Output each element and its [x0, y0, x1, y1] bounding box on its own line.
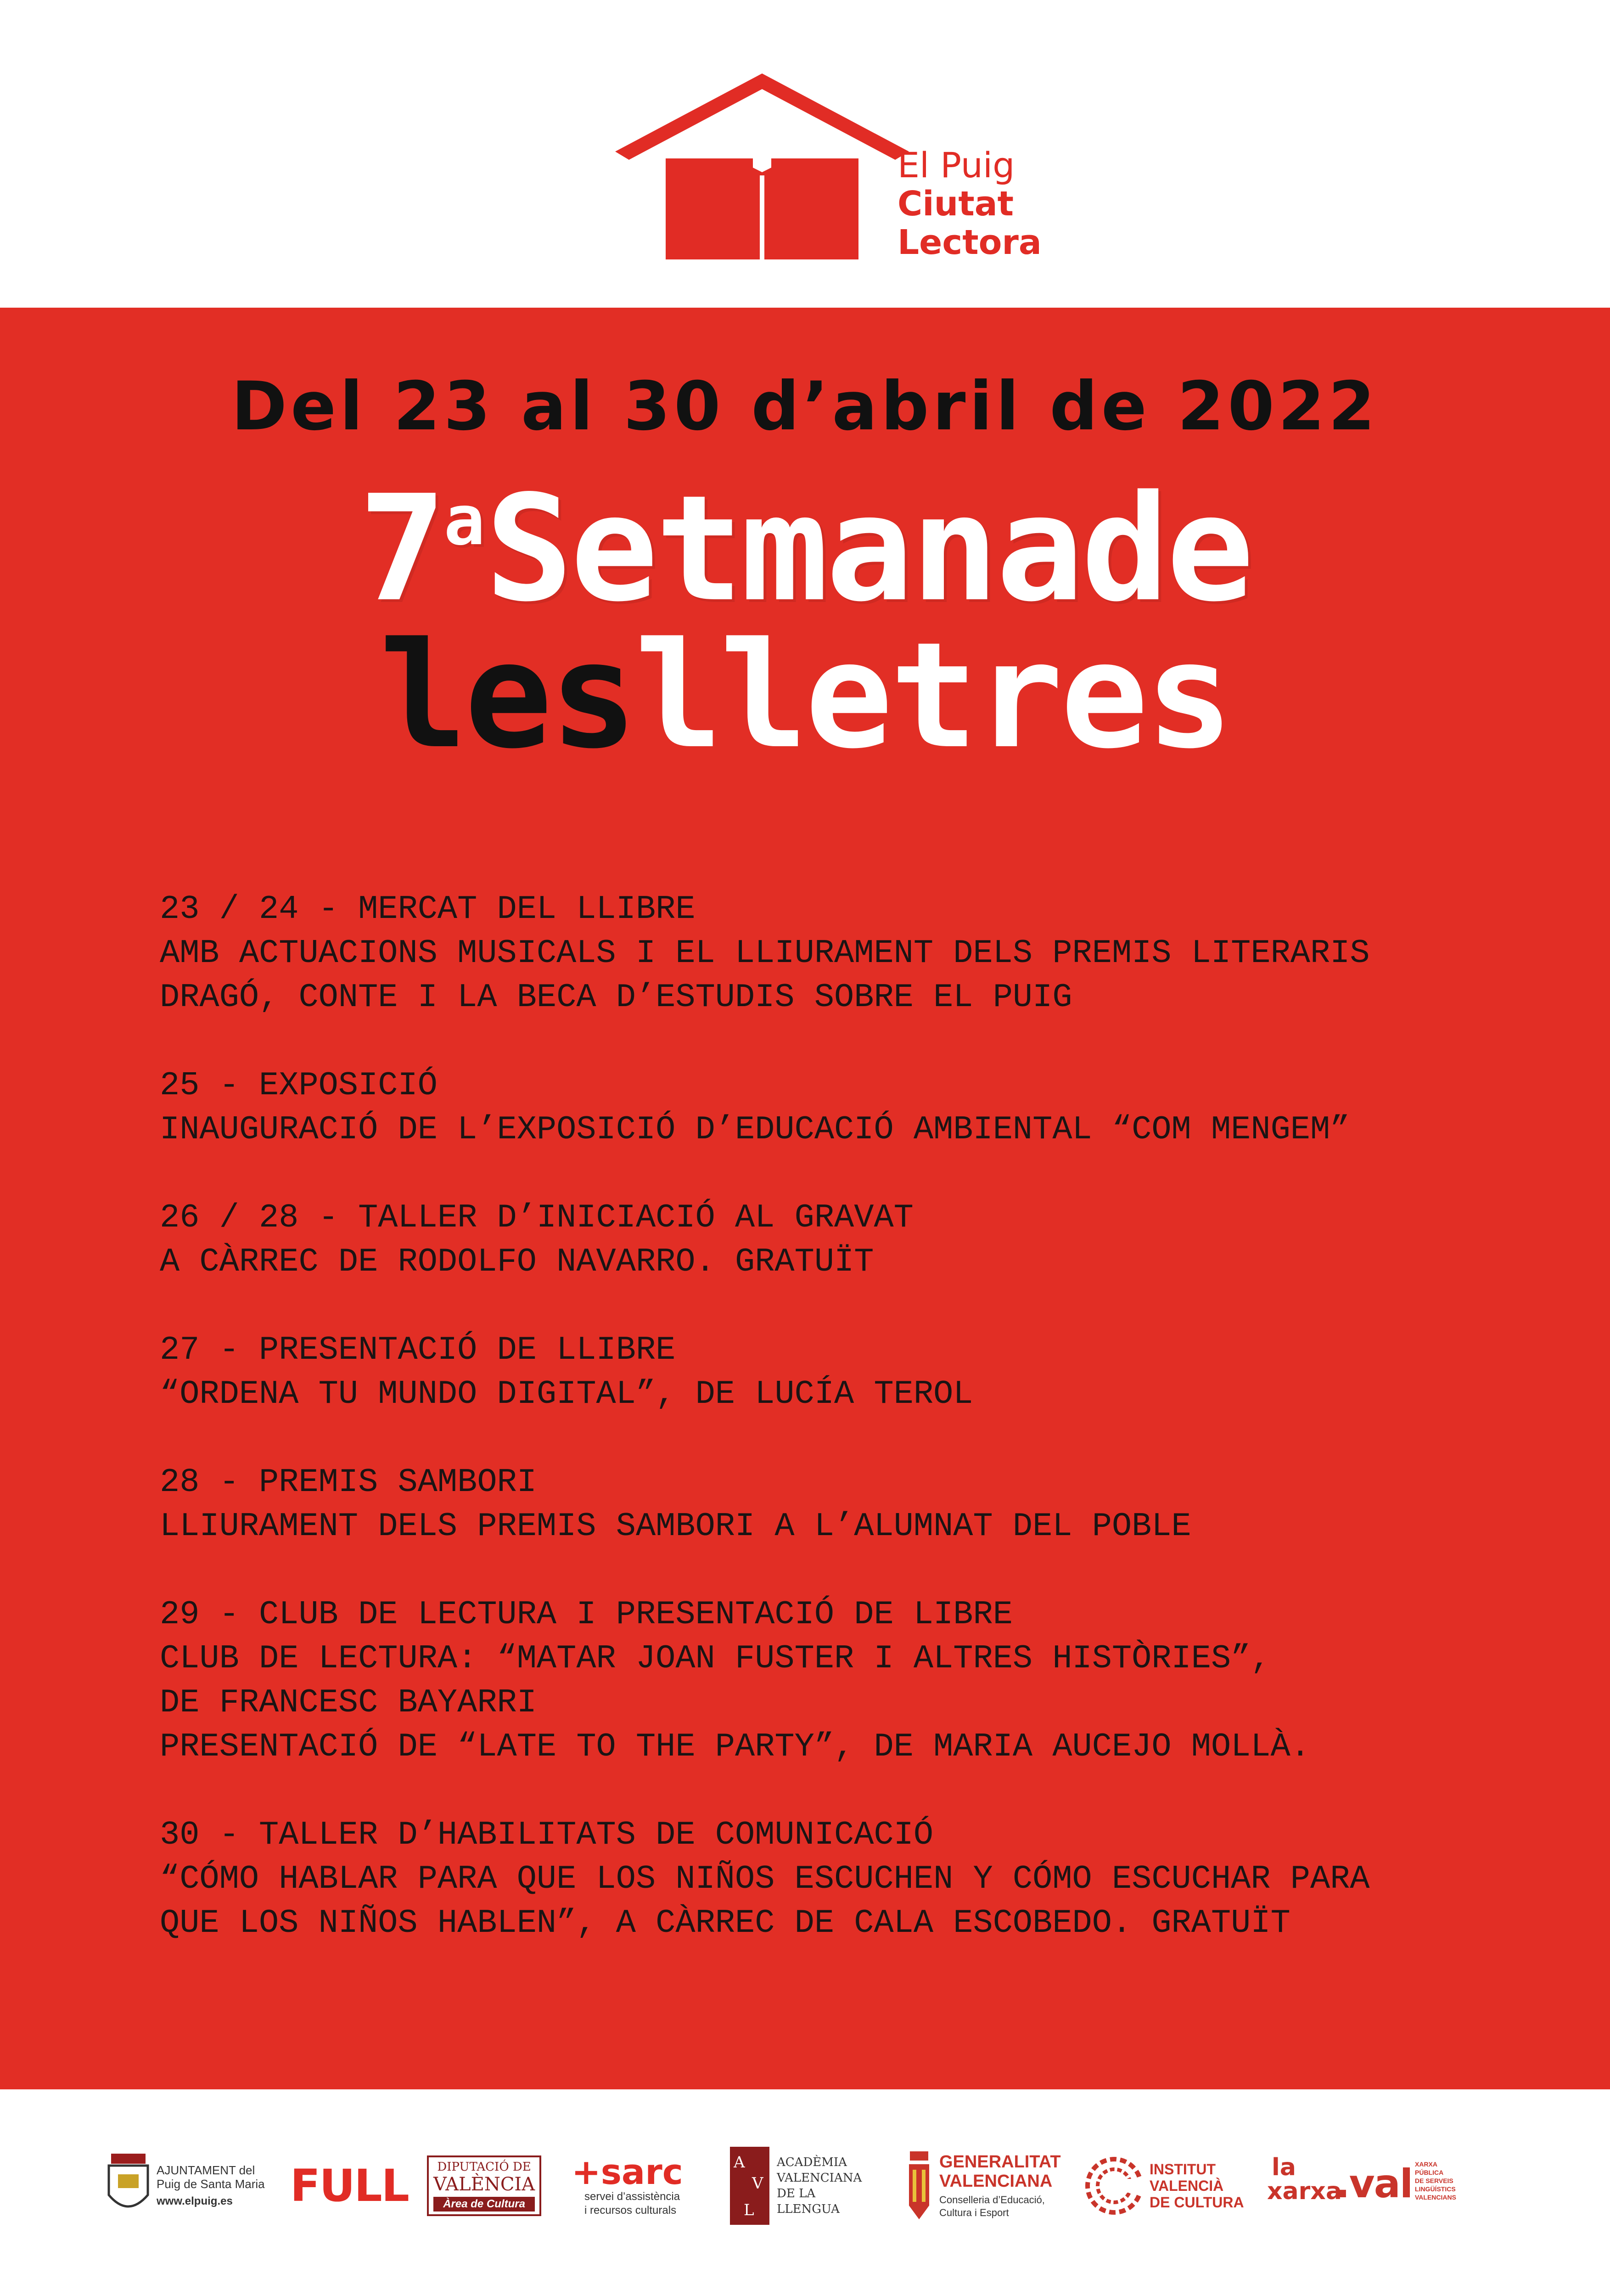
generalitat-crest-icon — [905, 2151, 933, 2220]
full-logo: FULL — [290, 2160, 409, 2212]
sarc-logo: sarc — [600, 2151, 683, 2192]
event-item — [160, 1196, 1491, 1284]
sponsors-footer — [0, 2089, 1610, 2296]
ajuntament-url: www.elpuig.es — [157, 2195, 233, 2207]
event-heading: 26 / 28 - TALLER D’INICIACIÓ AL GRAVAT — [160, 1199, 914, 1237]
event-line: DRAGÓ, CONTE I LA BECA D’ESTUDIS SOBRE EL PUIG — [160, 979, 1072, 1016]
avl-line3: DE LA — [777, 2187, 816, 2200]
xarxa-val: .val — [1335, 2161, 1413, 2207]
xarxa-la: la — [1272, 2154, 1296, 2181]
generalitat-line3: Conselleria d’Educació, — [939, 2194, 1045, 2206]
title-line-1 — [0, 464, 1610, 634]
event-heading: 30 - TALLER D’HABILITATS DE COMUNICACIÓ — [160, 1816, 934, 1854]
event-item — [160, 1460, 1491, 1548]
xarxa-line4: LINGÜÍSTICS — [1415, 2185, 1456, 2193]
logo-line-lectora: Lectora — [898, 223, 1042, 262]
sarc-line2: i recursos culturals — [584, 2204, 677, 2217]
event-line: QUE LOS NIÑOS HABLEN”, A CÀRREC DE CALA ESCOBEDO. GRATUÏT — [160, 1904, 1290, 1942]
event-line: “ORDENA TU MUNDO DIGITAL”, DE LUCÍA TEROL — [160, 1375, 973, 1413]
title-word-de: de — [1081, 464, 1251, 634]
sponsor-full — [290, 2140, 409, 2232]
event-heading: 25 - EXPOSICIÓ — [160, 1067, 438, 1104]
event-line: AMB ACTUACIONS MUSICALS I EL LLIURAMENT DELS PREMIS LITERARIS — [160, 934, 1370, 972]
ivc-line3: DE CULTURA — [1150, 2194, 1244, 2211]
events-list — [160, 887, 1491, 1989]
ivc-line2: VALENCIÀ — [1150, 2178, 1224, 2194]
event-line: INAUGURACIÓ DE L’EXPOSICIÓ D’EDUCACIÓ AMBIENTAL “COM MENGEM” — [160, 1111, 1350, 1148]
ajuntament-line1: AJUNTAMENT del — [157, 2163, 255, 2177]
event-item — [160, 1328, 1491, 1416]
xarxa-line1: XARXA — [1415, 2161, 1438, 2168]
plus-icon: + — [572, 2151, 601, 2192]
event-line: DE FRANCESC BAYARRI — [160, 1684, 537, 1722]
generalitat-line2: VALENCIANA — [939, 2172, 1053, 2191]
avl-line2: VALENCIANA — [777, 2171, 862, 2185]
avl-mark — [730, 2147, 769, 2225]
event-heading: 29 - CLUB DE LECTURA I PRESENTACIÓ DE LIBRE — [160, 1596, 1013, 1633]
title-word-les: les — [379, 611, 635, 781]
title-word-lletres: lletres — [634, 611, 1231, 781]
diputacio-line3: Àrea de Cultura — [433, 2197, 535, 2212]
event-heading: 27 - PRESENTACIÓ DE LLIBRE — [160, 1331, 676, 1369]
main-panel — [0, 308, 1610, 2089]
diputacio-line1: DIPUTACIÓ DE — [437, 2160, 531, 2174]
event-item — [160, 887, 1491, 1019]
logo-line-ciutat: Ciutat — [898, 184, 1014, 224]
sponsor-sarc — [572, 2140, 683, 2232]
title-ordinal: a — [443, 481, 485, 561]
coat-of-arms-icon — [107, 2154, 150, 2218]
event-item — [160, 1064, 1491, 1152]
event-line: LLIURAMENT DELS PREMIS SAMBORI A L’ALUMNAT DEL POBLE — [160, 1508, 1191, 1545]
avl-line4: LLENGUA — [777, 2202, 840, 2216]
xarxa-line2: PÚBLICA — [1415, 2169, 1444, 2176]
avl-letter-l: L — [744, 2201, 754, 2219]
avl-line1: ACADÈMIA — [777, 2155, 847, 2169]
sponsor-xarxa — [1267, 2140, 1456, 2232]
title-word-setmana: Setmana — [485, 464, 1082, 634]
event-line: A CÀRREC DE RODOLFO NAVARRO. GRATUÏT — [160, 1243, 874, 1281]
xarxa-line3: DE SERVEIS — [1415, 2177, 1453, 2184]
avl-letter-a: A — [734, 2153, 745, 2172]
event-item — [160, 1593, 1491, 1769]
sponsor-ajuntament — [107, 2140, 265, 2232]
header — [0, 0, 1610, 308]
xarxa-word: xarxa — [1267, 2178, 1342, 2205]
event-line: PRESENTACIÓ DE “LATE TO THE PARTY”, DE MARIA AUCEJO MOLLÀ. — [160, 1728, 1311, 1766]
ajuntament-line2: Puig de Santa Maria — [157, 2177, 265, 2191]
event-heading: 23 / 24 - MERCAT DEL LLIBRE — [160, 890, 696, 928]
avl-letter-v: V — [752, 2174, 763, 2193]
sponsor-diputacio — [427, 2140, 541, 2232]
title-number: 7 — [359, 464, 444, 634]
xarxa-line5: VALENCIANS — [1415, 2194, 1456, 2201]
generalitat-line1: GENERALITAT — [939, 2152, 1061, 2172]
ivc-line1: INSTITUT — [1150, 2161, 1216, 2178]
event-line: “CÓMO HABLAR PARA QUE LOS NIÑOS ESCUCHEN Y CÓMO ESCUCHAR PARA — [160, 1860, 1370, 1898]
diputacio-line2: VALÈNCIA — [433, 2174, 535, 2195]
logo-line-el-puig: El Puig — [898, 145, 1015, 186]
sarc-line1: servei d’assistència — [584, 2190, 680, 2203]
event-heading: 28 - PREMIS SAMBORI — [160, 1463, 537, 1501]
sponsor-avl — [730, 2140, 862, 2232]
event-line: CLUB DE LECTURA: “MATAR JOAN FUSTER I ALTRES HISTÒRIES”, — [160, 1640, 1271, 1677]
sponsor-generalitat — [905, 2140, 1061, 2232]
event-item — [160, 1813, 1491, 1945]
event-dates: Del 23 al 30 d’abril de 2022 — [231, 367, 1379, 445]
generalitat-line4: Cultura i Esport — [939, 2207, 1009, 2218]
title-line-2 — [0, 611, 1610, 781]
ivc-rosette-icon — [1084, 2156, 1144, 2216]
sponsor-ivc — [1084, 2140, 1244, 2232]
logo-wordmark — [898, 146, 1042, 262]
house-book-logo-icon — [615, 69, 909, 266]
